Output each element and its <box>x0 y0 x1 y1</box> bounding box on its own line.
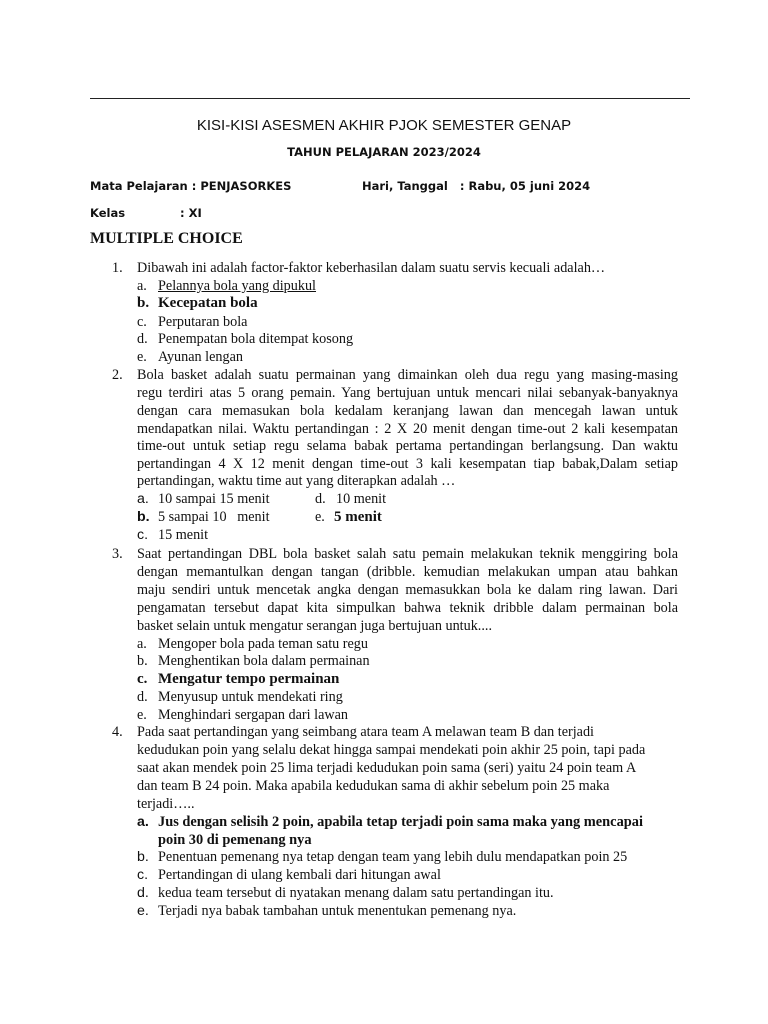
question-number: 3. <box>112 546 123 562</box>
option-text: Perputaran bola <box>158 314 248 330</box>
option-text: kedua team tersebut di nyatakan menang dalam satu pertandingan itu. <box>158 885 554 901</box>
option-letter: d. <box>137 689 148 705</box>
question-number: 2. <box>112 367 123 383</box>
option-text: Mengatur tempo permainan <box>158 671 340 687</box>
option-text: 10 sampai 15 menit <box>158 491 270 507</box>
option-text: Terjadi nya babak tambahan untuk menentukan pemenang nya. <box>158 903 517 919</box>
option-text: Kecepatan bola <box>158 295 258 311</box>
option-letter: e. <box>137 349 147 365</box>
question-number: 1. <box>112 260 123 276</box>
option-letter: b. <box>137 653 148 669</box>
option-text: Penempatan bola ditempat kosong <box>158 331 354 347</box>
option-text: 10 menit <box>336 491 387 507</box>
option-letter: e. <box>137 707 147 723</box>
question-text: Dibawah ini adalah factor-faktor keberhasilan dalam suatu servis kecuali adalah… <box>137 260 606 276</box>
option-text: Pelannya bola yang dipukul <box>158 278 317 294</box>
option-letter: a. <box>137 636 147 652</box>
document-subtitle: TAHUN PELAJARAN 2023/2024 <box>287 145 481 159</box>
option-text: 5 menit <box>334 509 382 525</box>
section-title: MULTIPLE CHOICE <box>90 230 243 247</box>
option-text: Ayunan lengan <box>158 349 243 365</box>
document-title: KISI-KISI ASESMEN AKHIR PJOK SEMESTER GENAP <box>196 117 572 134</box>
option-letter: b. <box>137 509 150 525</box>
option-letter: b. <box>137 849 149 865</box>
option-text: Penentuan pemenang nya tetap dengan team yang lebih dulu mendapatkan poin 25 <box>158 849 628 865</box>
option-letter: a. <box>137 278 147 294</box>
option-letter: d. <box>315 491 326 507</box>
option-letter: d. <box>137 885 149 901</box>
date-label: Hari, Tanggal : Rabu, 05 juni 2024 <box>362 179 591 193</box>
option-letter: e. <box>137 903 149 919</box>
option-text: Menghentikan bola dalam permainan <box>158 653 370 669</box>
option-letter: e. <box>315 509 325 525</box>
option-text: 5 sampai 10 menit <box>158 509 270 525</box>
option-letter: b. <box>137 295 150 311</box>
option-letter: c. <box>137 314 147 330</box>
option-text: Pertandingan di ulang kembali dari hitungan awal <box>158 867 441 883</box>
header-rule <box>90 98 690 99</box>
option-letter: c. <box>137 867 149 883</box>
option-text: Jus dengan selisih 2 poin, apabila tetap terjadi poin sama maka yang mencapai <box>158 814 643 830</box>
option-text: Mengoper bola pada teman satu regu <box>158 636 368 652</box>
option-letter: c. <box>137 671 148 687</box>
option-letter: a. <box>137 814 149 830</box>
option-letter: a. <box>137 491 149 507</box>
class-value: : XI <box>180 206 202 220</box>
option-text: 15 menit <box>158 527 209 543</box>
question-number: 4. <box>112 724 123 740</box>
option-letter: d. <box>137 331 148 347</box>
class-label: Kelas <box>90 206 126 220</box>
option-text-continued: poin 30 di pemenang nya <box>158 832 312 848</box>
subject-label: Mata Pelajaran : PENJASORKES <box>90 179 292 193</box>
option-text: Menghindari sergapan dari lawan <box>158 707 349 723</box>
option-letter: c. <box>137 527 149 543</box>
option-text: Menyusup untuk mendekati ring <box>158 689 343 705</box>
